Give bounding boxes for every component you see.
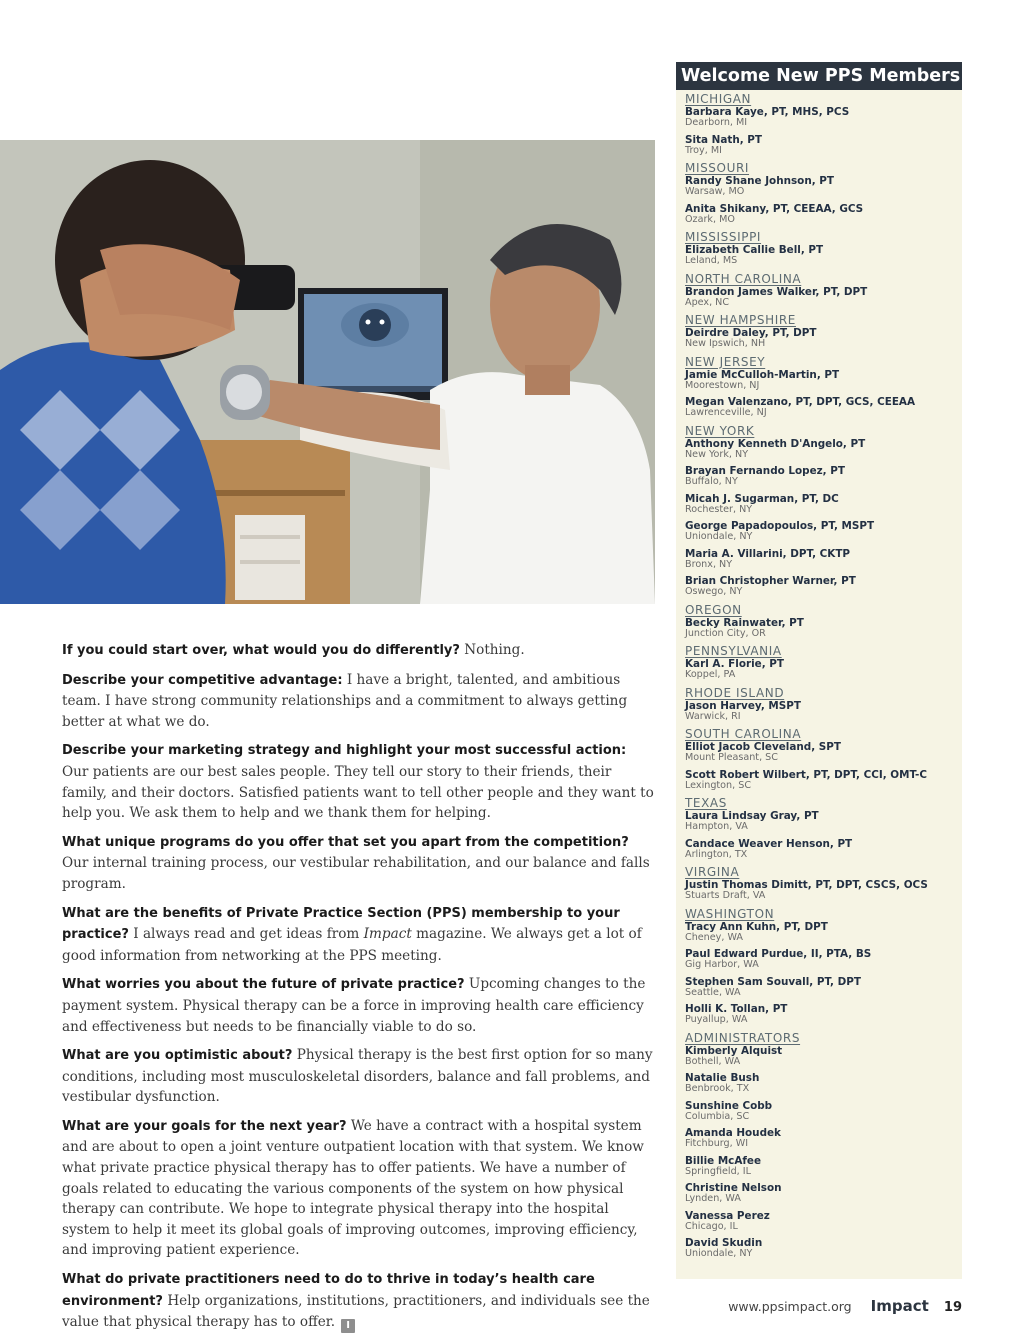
answer-post: magazine. We always get a lot of good information from networking at the PPS meeting.: [62, 926, 642, 964]
answer: Upcoming changes to the payment system. Physical therapy can be a force in improving health care efficiency and effectiveness but needs to be financially viable to do so.: [62, 976, 646, 1035]
member-name: Becky Rainwater, PT: [685, 616, 804, 629]
member-entry: [685, 810, 962, 833]
state-heading: WASHINGTON: [685, 906, 775, 921]
state-heading: SOUTH CAROLINA: [685, 727, 802, 741]
qa-competitive-advantage: [62, 670, 656, 733]
member-entry: [685, 106, 962, 129]
question: What unique programs do you offer that set you apart from the competition?: [62, 834, 629, 850]
member-entry: [685, 617, 962, 640]
page-number: 19: [943, 1300, 962, 1315]
member-list: [676, 90, 962, 1260]
member-location: Puyallup, WA: [685, 1014, 748, 1025]
member-location: Oswego, NY: [685, 586, 743, 597]
member-entry: [685, 838, 962, 861]
member-entry: [685, 1100, 962, 1123]
member-name: Anthony Kenneth D'Angelo, PT: [685, 437, 866, 450]
member-entry: [685, 1237, 962, 1260]
member-name: Stephen Sam Souvall, PT, DPT: [685, 975, 861, 988]
question: If you could start over, what would you do differently?: [62, 643, 460, 658]
end-of-article-icon: I: [341, 1319, 355, 1333]
member-entry: [685, 465, 962, 488]
question: Describe your competitive advantage:: [62, 672, 343, 688]
question: What do private practitioners need to do to thrive in today’s health care environment?: [62, 1272, 595, 1309]
member-name: Laura Lindsay Gray, PT: [685, 810, 819, 822]
member-name: Jamie McCulloh-Martin, PT: [685, 368, 840, 381]
member-location: Rochester, NY: [685, 503, 753, 515]
member-entry: [685, 327, 962, 350]
member-location: Lawrenceville, NJ: [685, 407, 767, 418]
member-name: Justin Thomas Dimitt, PT, DPT, CSCS, OCS: [685, 879, 928, 891]
new-members-sidebar: [676, 62, 969, 1279]
member-entry: [685, 520, 962, 543]
magazine-title: Impact: [363, 926, 412, 943]
member-location: Ozark, MO: [685, 213, 735, 225]
member-name: Sita Nath, PT: [685, 133, 762, 146]
member-name: Paul Edward Purdue, II, PTA, BS: [685, 948, 872, 960]
question: What worries you about the future of private practice?: [62, 977, 465, 993]
member-entry: [685, 438, 962, 461]
member-name: Scott Robert Wilbert, PT, DPT, CCI, OMT-C: [685, 768, 927, 781]
member-location: Buffalo, NY: [685, 476, 738, 487]
member-location: Leland, MS: [685, 255, 738, 266]
answer-pre: I always read and get ideas from: [133, 926, 360, 943]
member-entry: [685, 286, 962, 309]
member-location: Columbia, SC: [685, 1110, 750, 1122]
answer: Help organizations, institutions, practitioners, and individuals see the value that physical therapy has to offer.: [62, 1292, 650, 1331]
answer: Physical therapy is the best first option for so many conditions, including most musculoskeletal disorders, balance and fall problems, and vestibular dysfunction.: [62, 1047, 653, 1106]
member-location: Springfield, IL: [685, 1165, 751, 1177]
state-heading: NEW HAMPSHIRE: [685, 313, 796, 327]
member-location: Apex, NC: [685, 296, 730, 308]
question: What are the benefits of Private Practice Section (PPS) membership to your practice?: [62, 905, 620, 943]
member-location: Lexington, SC: [685, 779, 752, 791]
member-name: George Papadopoulos, PT, MSPT: [685, 520, 875, 532]
member-location: Bothell, WA: [685, 1055, 741, 1067]
member-location: Dearborn, MI: [685, 117, 748, 128]
state-heading: PENNSYLVANIA: [685, 644, 782, 658]
member-entry: [685, 769, 962, 792]
member-name: Maria A. Villarini, DPT, CKTP: [685, 547, 851, 560]
member-location: Moorestown, NJ: [685, 379, 760, 391]
member-location: New York, NY: [685, 448, 749, 460]
member-location: Benbrook, TX: [685, 1083, 750, 1094]
member-entry: [685, 493, 962, 516]
member-location: Cheney, WA: [685, 931, 743, 943]
member-location: Stuarts Draft, VA: [685, 890, 766, 901]
member-name: Sunshine Cobb: [685, 1099, 773, 1112]
member-entry: [685, 879, 962, 902]
member-entry: [685, 575, 962, 598]
member-entry: [685, 134, 962, 157]
member-location: Hampton, VA: [685, 821, 748, 832]
member-location: Chicago, IL: [685, 1220, 738, 1232]
sidebar-title: Welcome New PPS Members!: [676, 62, 962, 90]
qa-marketing-strategy: [62, 740, 656, 823]
member-entry: [685, 976, 962, 999]
member-entry: [685, 1003, 962, 1026]
member-location: Uniondale, NY: [685, 1248, 753, 1259]
member-location: Fitchburg, WI: [685, 1138, 749, 1149]
member-location: Gig Harbor, WA: [685, 959, 759, 970]
member-location: New Ipswich, NH: [685, 338, 766, 349]
member-location: Mount Pleasant, SC: [685, 752, 778, 763]
qa-start-over: [62, 640, 656, 662]
member-location: Uniondale, NY: [685, 531, 753, 542]
state-heading: TEXAS: [685, 796, 727, 810]
answer: I have a bright, talented, and ambitious team. I have strong community relationships and a commitment to always getting better at what we do.: [62, 671, 628, 730]
member-name: Natalie Bush: [685, 1072, 760, 1084]
member-location: Troy, MI: [685, 144, 722, 156]
member-entry: [685, 1072, 962, 1095]
member-name: David Skudin: [685, 1237, 763, 1249]
article-photo: [0, 140, 655, 604]
state-heading: OREGON: [685, 602, 742, 617]
interview-qa: [62, 640, 656, 1341]
member-entry: [685, 203, 962, 226]
state-heading: MISSISSIPPI: [685, 230, 762, 244]
member-location: Arlington, TX: [685, 848, 748, 860]
footer-url: www.ppsimpact.org: [728, 1299, 852, 1314]
member-entry: [685, 548, 962, 571]
question: What are your goals for the next year?: [62, 1118, 347, 1134]
answer: We have a contract with a hospital system and are about to open a joint venture outpatient location with that system. We know what private practice physical therapy has to offer patients. We have a number of goals related to educating the various components of the system on how physical therapy can contribute. We hope to integrate physical therapy into the hospital system to help it meet its global goals of improving outcomes, improving efficiency, and improving patient experience.: [62, 1117, 644, 1259]
state-heading: VIRGINA: [685, 865, 740, 879]
member-entry: [685, 1182, 962, 1205]
state-heading: ADMINISTRATORS: [685, 1030, 801, 1045]
member-location: Warwick, RI: [685, 710, 741, 722]
member-name: Billie McAfee: [685, 1154, 761, 1167]
member-name: Brayan Fernando Lopez, PT: [685, 465, 845, 477]
member-location: Seattle, WA: [685, 986, 741, 998]
member-name: Anita Shikany, PT, CEEAA, GCS: [685, 202, 864, 215]
member-name: Jason Harvey, MSPT: [685, 699, 801, 712]
state-heading: RHODE ISLAND: [685, 685, 785, 700]
member-entry: [685, 1155, 962, 1178]
state-heading: NORTH CAROLINA: [685, 271, 802, 286]
member-name: Randy Shane Johnson, PT: [685, 175, 834, 187]
member-location: Junction City, OR: [685, 627, 766, 639]
member-entry: [685, 396, 962, 419]
answer: Our internal training process, our vestibular rehabilitation, and our balance and falls program.: [62, 855, 650, 892]
page-footer: [728, 1296, 962, 1315]
member-name: Amanda Houdek: [685, 1127, 781, 1139]
question: Describe your marketing strategy and highlight your most successful action:: [62, 743, 627, 759]
magazine-logo: Impact: [870, 1297, 929, 1315]
state-heading: NEW JERSEY: [685, 354, 766, 369]
therapist-vestibular-exam-photo: [0, 140, 655, 604]
member-entry: [685, 741, 962, 764]
member-entry: [685, 700, 962, 723]
member-entry: [685, 948, 962, 971]
member-name: Elliot Jacob Cleveland, SPT: [685, 741, 841, 753]
answer: Our patients are our best sales people. They tell our story to their friends, their family, and their doctors. Satisfied patients want to tell other people and they want to help you. We ask them to help and we thank them for helping.: [62, 763, 654, 822]
member-entry: [685, 175, 962, 198]
member-name: Deirdre Daley, PT, DPT: [685, 327, 817, 339]
member-location: Lynden, WA: [685, 1193, 741, 1204]
qa-optimistic: [62, 1045, 656, 1108]
member-location: Koppel, PA: [685, 669, 736, 680]
qa-unique-programs: [62, 832, 656, 895]
member-name: Candace Weaver Henson, PT: [685, 837, 853, 850]
member-name: Karl A. Florie, PT: [685, 658, 784, 670]
member-name: Micah J. Sugarman, PT, DC: [685, 492, 839, 505]
qa-goals: [62, 1116, 656, 1261]
member-name: Holli K. Tollan, PT: [685, 1003, 788, 1015]
question: What are you optimistic about?: [62, 1048, 293, 1064]
member-location: Warsaw, MO: [685, 186, 745, 197]
member-name: Tracy Ann Kuhn, PT, DPT: [685, 920, 828, 933]
member-name: Brian Christopher Warner, PT: [685, 575, 856, 587]
member-name: Kimberly Alquist: [685, 1044, 783, 1057]
answer: Nothing.: [464, 642, 525, 658]
member-entry: [685, 1127, 962, 1150]
member-entry: [685, 921, 962, 944]
state-heading: MISSOURI: [685, 161, 750, 175]
member-entry: [685, 369, 962, 392]
state-heading: MICHIGAN: [685, 92, 752, 106]
member-name: Christine Nelson: [685, 1182, 782, 1194]
member-entry: [685, 244, 962, 267]
member-entry: [685, 1045, 962, 1068]
member-name: Brandon James Walker, PT, DPT: [685, 285, 868, 298]
qa-pps-benefits: [62, 903, 656, 967]
member-name: Megan Valenzano, PT, DPT, GCS, CEEAA: [685, 396, 915, 408]
qa-thrive: [62, 1269, 656, 1333]
member-name: Elizabeth Callie Bell, PT: [685, 244, 824, 256]
member-name: Barbara Kaye, PT, MHS, PCS: [685, 106, 850, 118]
member-entry: [685, 658, 962, 681]
member-name: Vanessa Perez: [685, 1209, 770, 1222]
member-entry: [685, 1210, 962, 1233]
state-heading: NEW YORK: [685, 423, 755, 438]
qa-future-worries: [62, 974, 656, 1037]
member-location: Bronx, NY: [685, 558, 733, 570]
